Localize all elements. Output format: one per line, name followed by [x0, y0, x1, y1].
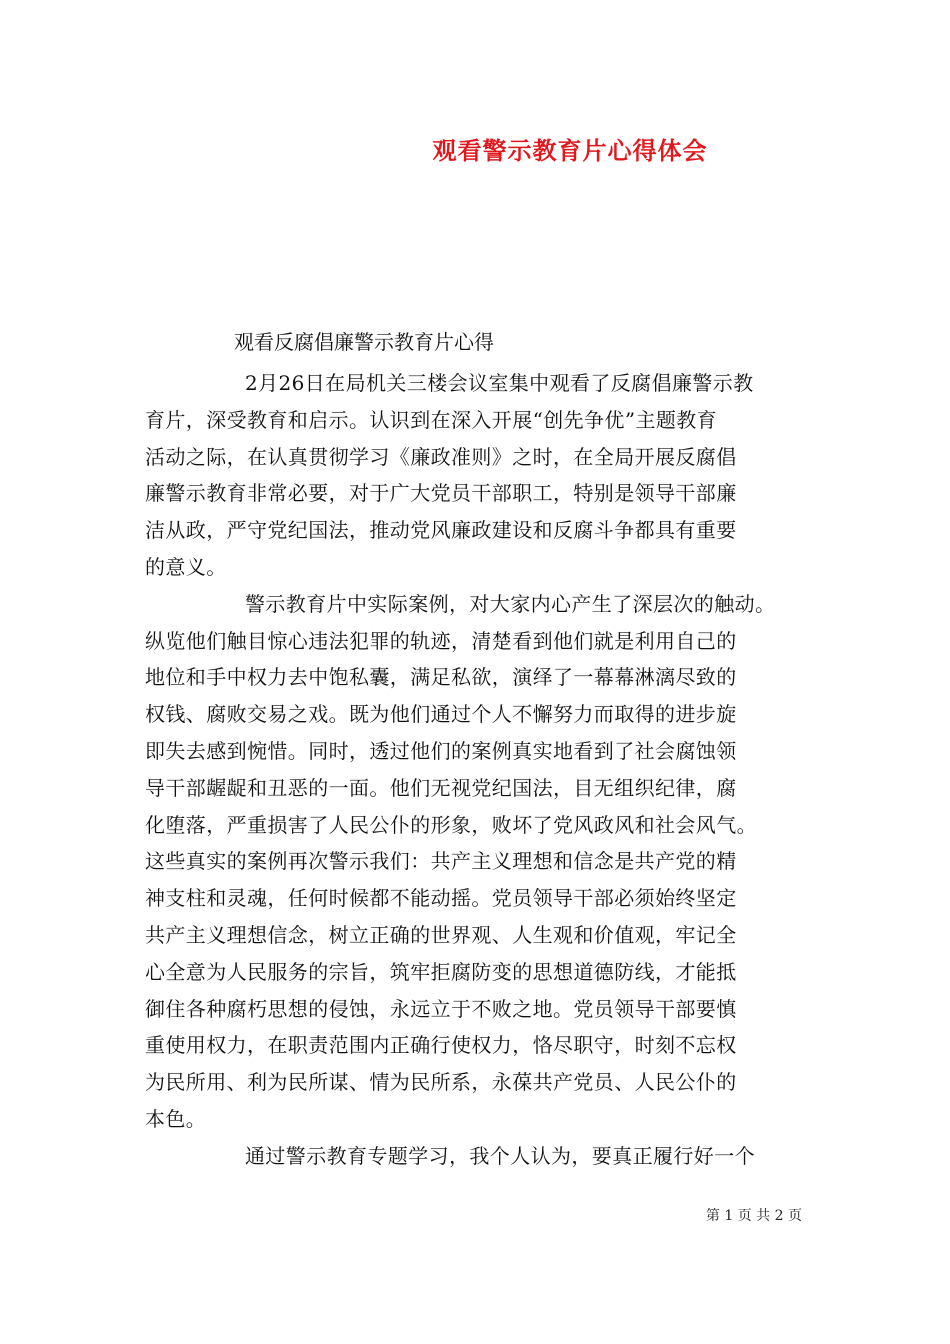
paragraph-line: 御住各种腐朽思想的侵蚀，永远立于不败之地。党员领导干部要慎	[145, 996, 737, 1021]
paragraph-line: 为民所用、利为民所谋、情为民所系，永葆共产党员、人民公仆的	[145, 1070, 737, 1095]
paragraph-line: 纵览他们触目惊心违法犯罪的轨迹，清楚看到他们就是利用自己的	[145, 628, 737, 653]
paragraph-line: 这些真实的案例再次警示我们：共产主义理想和信念是共产党的精	[145, 849, 737, 874]
paragraph-line: 2月26日在局机关三楼会议室集中观看了反腐倡廉警示教	[245, 371, 754, 395]
paragraph-line: 即失去感到惋惜。同时，透过他们的案例真实地看到了社会腐蚀领	[145, 738, 737, 763]
paragraph-line: 重使用权力，在职责范围内正确行使权力，恪尽职守，时刻不忘权	[145, 1033, 737, 1058]
paragraph-line: 活动之际，在认真贯彻学习《廉政准则》之时，在全局开展反腐倡	[145, 444, 737, 469]
paragraph	[145, 365, 817, 586]
paragraph-line: 的意义。	[145, 554, 227, 579]
paragraph-line: 化堕落，严重损害了人民公仆的形象，败坏了党风政风和社会风气。	[145, 812, 757, 837]
paragraph-line: 育片，深受教育和启示。认识到在深入开展“创先争优”主题教育	[145, 407, 718, 432]
paragraph-line: 心全意为人民服务的宗旨，筑牢拒腐防变的思想道德防线，才能抵	[145, 959, 737, 984]
paragraph	[145, 586, 817, 1138]
paragraph-line: 权钱、腐败交易之戏。既为他们通过个人不懈努力而取得的进步旋	[145, 702, 737, 727]
page-number: 第 1 页 共 2 页	[705, 1208, 802, 1224]
paragraph-line: 共产主义理想信念，树立正确的世界观、人生观和价值观，牢记全	[145, 922, 737, 947]
paragraph-line: 本色。	[145, 1106, 207, 1131]
paragraph-line: 导干部龌龊和丑恶的一面。他们无视党纪国法，目无组织纪律，腐	[145, 775, 737, 800]
document-title: 观看警示教育片心得体会	[432, 136, 708, 165]
paragraph-line: 警示教育片中实际案例，对大家内心产生了深层次的触动。	[245, 591, 776, 616]
paragraph	[145, 1138, 817, 1175]
paragraph-line: 地位和手中权力去中饱私囊，满足私欲，演绎了一幕幕淋漓尽致的	[145, 665, 737, 690]
paragraph-line: 廉警示教育非常必要，对于广大党员干部职工，特别是领导干部廉	[145, 481, 737, 506]
paragraph-line: 神支柱和灵魂，任何时候都不能动摇。党员领导干部必须始终坚定	[145, 886, 737, 911]
document-subtitle: 观看反腐倡廉警示教育片心得	[234, 330, 494, 354]
paragraph-line: 洁从政，严守党纪国法，推动党风廉政建设和反腐斗争都具有重要	[145, 518, 737, 543]
document-body	[145, 365, 817, 1175]
paragraph-line: 通过警示教育专题学习，我个人认为，要真正履行好一个	[245, 1143, 755, 1168]
